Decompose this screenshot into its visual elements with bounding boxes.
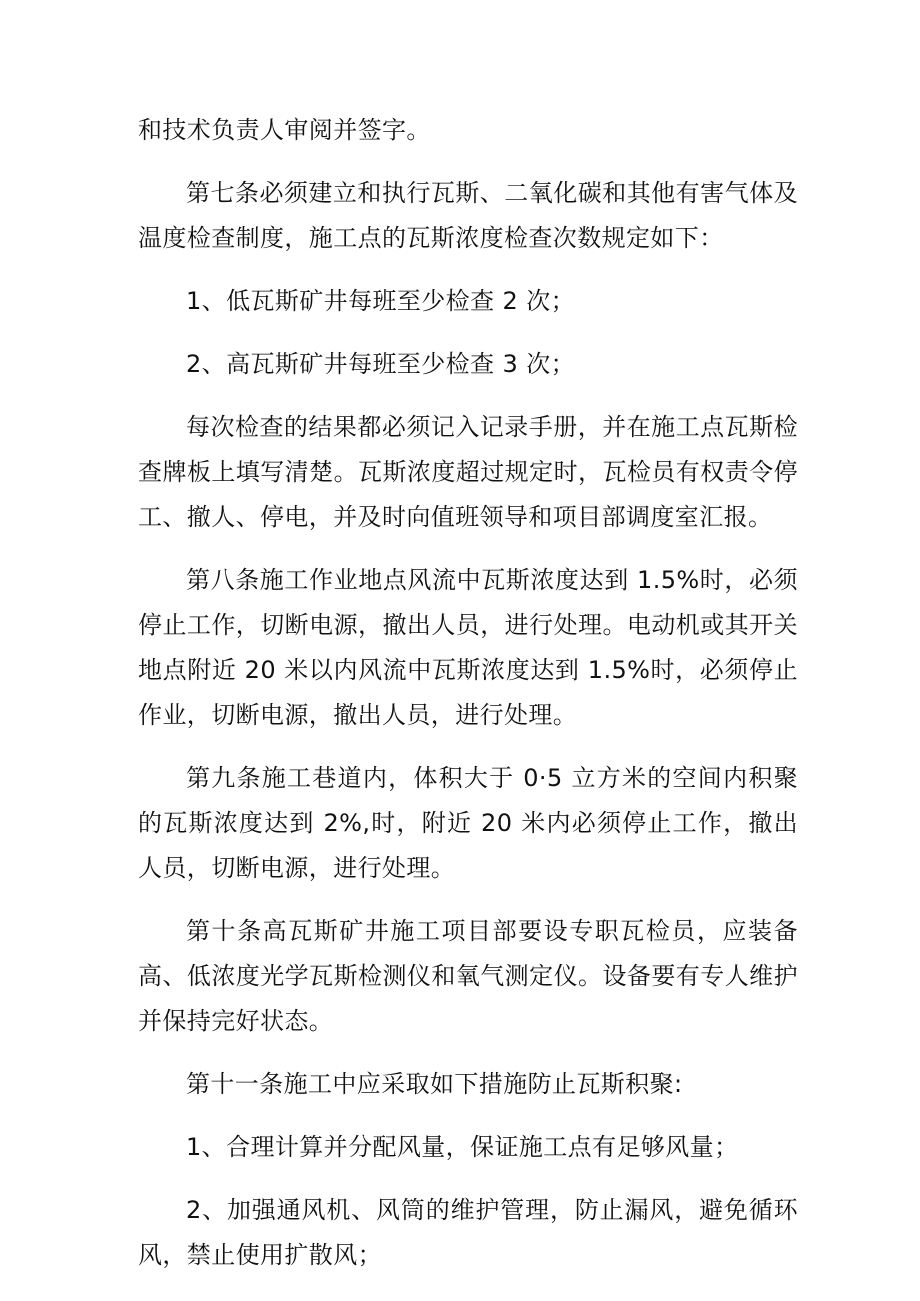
document-body (138, 108, 798, 1296)
paragraph-article-11: 第十一条施工中应采取如下措施防止瓦斯积聚: (186, 1070, 683, 1098)
paragraph-article-7: 第七条必须建立和执行瓦斯、二氧化碳和其他有害气体及温度检查制度，施工点的瓦斯浓度检查次数规定如下： (138, 179, 798, 252)
paragraph-inspection-record: 每次检查的结果都必须记入记录手册，并在施工点瓦斯检查牌板上填写清楚。瓦斯浓度超过规定时，瓦检员有权责令停工、撤人、停电，并及时向值班领导和项目部调度室汇报。 (138, 413, 798, 531)
paragraph-article-8: 第八条施工作业地点风流中瓦斯浓度达到 1.5%时，必须停止工作，切断电源，撤出人员，进行处理。电动机或其开关地点附近 20 米以内风流中瓦斯浓度达到 1.5%时，必须停止作业，切断电源，撤出人员，进行处理。 (138, 566, 798, 729)
paragraph-measure-2: 2、加强通风机、风筒的维护管理，防止漏风，避免循环风，禁止使用扩散风； (138, 1196, 798, 1269)
paragraph-item-1-low-gas: 1、低瓦斯矿井每班至少检查 2 次； (186, 287, 575, 315)
paragraph-measure-1: 1、合理计算并分配风量，保证施工点有足够风量； (186, 1133, 739, 1161)
paragraph-article-9: 第九条施工巷道内，体积大于 0·5 立方米的空间内积聚的瓦斯浓度达到 2%,时，附近 20 米内必须停止工作，撤出人员，切断电源，进行处理。 (138, 764, 798, 882)
paragraph-continuation: 和技术负责人审阅并签字。 (138, 116, 431, 144)
paragraph-article-10: 第十条高瓦斯矿井施工项目部要设专职瓦检员，应装备高、低浓度光学瓦斯检测仪和氧气测定仪。设备要有专人维护并保持完好状态。 (138, 917, 798, 1035)
paragraph-item-2-high-gas: 2、高瓦斯矿井每班至少检查 3 次； (186, 350, 575, 378)
